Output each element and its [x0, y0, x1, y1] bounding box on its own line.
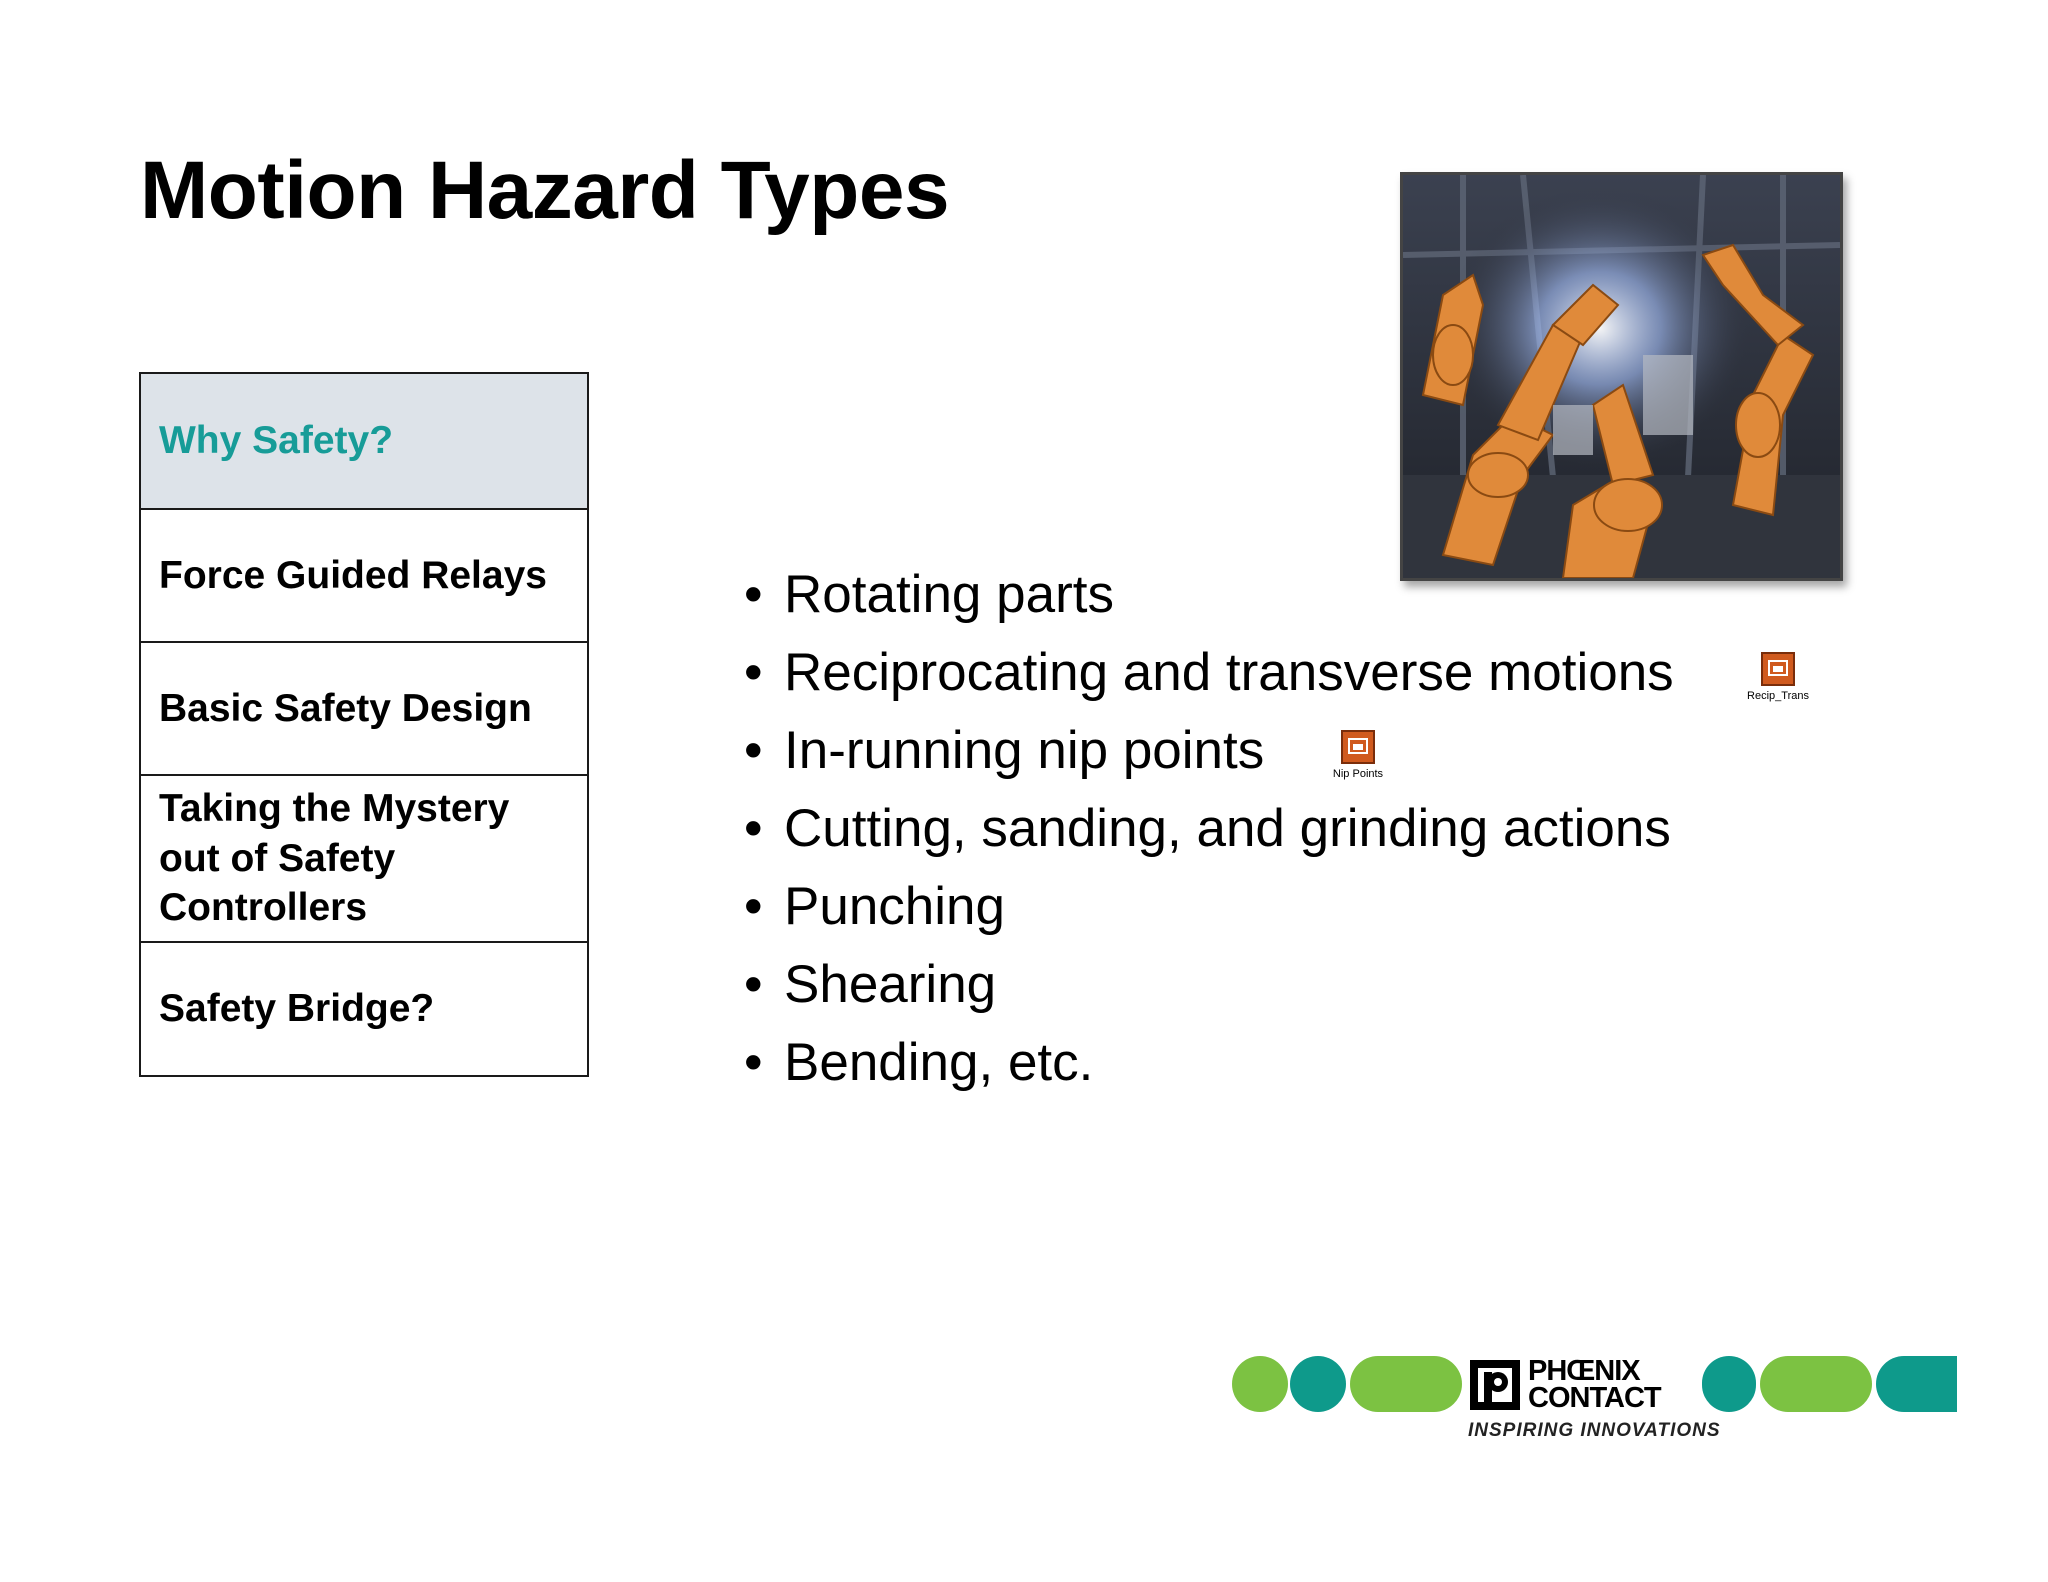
logo-tagline: INSPIRING INNOVATIONS — [1468, 1420, 1721, 1441]
list-item: • Rotating parts — [744, 556, 1674, 634]
brand-wordmark: PHŒNIX CONTACT — [1528, 1355, 1661, 1414]
embedded-recip-trans[interactable] — [1738, 652, 1818, 702]
bullet-glyph: • — [744, 877, 763, 936]
industrial-robots-photo — [1400, 172, 1843, 581]
bullet-glyph: • — [744, 799, 763, 858]
nav-item-safety-controllers[interactable] — [141, 776, 587, 943]
hazard-list — [744, 556, 1674, 1102]
logo-pill — [1876, 1356, 1957, 1412]
embedded-nip-points[interactable] — [1318, 730, 1398, 780]
nav-item-safety-bridge[interactable] — [141, 943, 587, 1075]
nav-item-label: Taking the Mystery out of Safety Controllers — [159, 786, 510, 930]
section-nav — [139, 372, 589, 1077]
nav-item-label: Why Safety? — [159, 419, 394, 463]
nav-item-why-safety[interactable] — [141, 374, 587, 510]
nav-item-label: Safety Bridge? — [159, 987, 435, 1031]
nav-item-basic-safety-design[interactable] — [141, 643, 587, 776]
bullet-glyph: • — [744, 1033, 763, 1092]
phoenix-contact-logo — [1232, 1356, 1957, 1446]
presentation-icon — [1341, 730, 1375, 764]
list-item: • Punching — [744, 868, 1674, 946]
logo-dot — [1290, 1356, 1346, 1412]
embed-label: Recip_Trans — [1747, 690, 1809, 702]
list-item: • Cutting, sanding, and grinding actions — [744, 790, 1674, 868]
nav-item-force-guided-relays[interactable] — [141, 510, 587, 643]
logo-pill — [1350, 1356, 1462, 1412]
nav-item-label: Basic Safety Design — [159, 686, 532, 730]
nav-item-label: Force Guided Relays — [159, 553, 547, 597]
list-item: • Shearing — [744, 946, 1674, 1024]
logo-dot — [1232, 1356, 1288, 1412]
list-item: • Reciprocating and transverse motions — [744, 634, 1674, 712]
bullet-glyph: • — [744, 721, 763, 780]
bullet-glyph: • — [744, 643, 763, 702]
presentation-icon — [1761, 652, 1795, 686]
page-title: Motion Hazard Types — [140, 145, 950, 236]
phoenix-p-mark — [1468, 1358, 1522, 1412]
logo-dot — [1702, 1356, 1756, 1412]
embed-label: Nip Points — [1332, 768, 1384, 780]
bullet-glyph: • — [744, 955, 763, 1014]
bullet-glyph: • — [744, 565, 763, 624]
robots-illustration — [1403, 175, 1840, 578]
list-item: • Bending, etc. — [744, 1024, 1674, 1102]
list-item: • In-running nip points — [744, 712, 1674, 790]
logo-pill — [1760, 1356, 1872, 1412]
